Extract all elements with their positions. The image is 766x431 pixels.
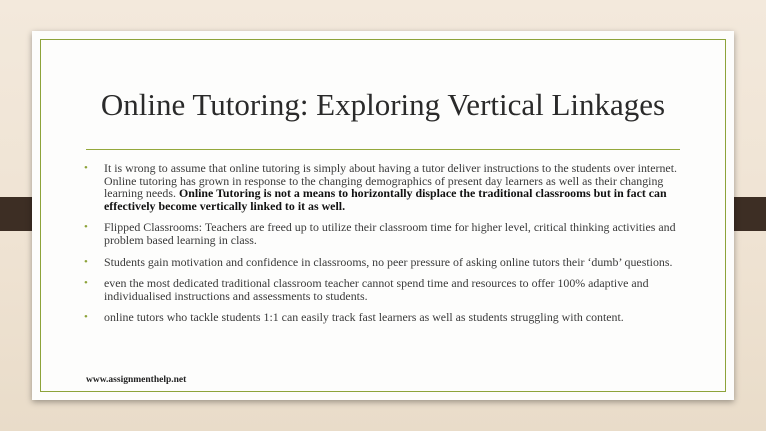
bullet-text: even the most dedicated traditional classroom teacher cannot spend time and resources to offer 100% adaptive and individualised instructions and assessments to students.: [104, 276, 649, 303]
title-divider: [86, 149, 680, 150]
bullet-text: It is wrong to assume that online tutoring is simply about having a tutor deliver instructions to the students over internet. Online tutoring has grown in response to the changing demographics of present day learners as well as their changing learning needs.: [104, 161, 677, 201]
bullet-text: Flipped Classrooms: Teachers are freed up to utilize their classroom time for higher level, critical thinking activities and problem based learning in class.: [104, 220, 676, 247]
bullet-item: [84, 162, 684, 212]
footer-url: www.assignmenthelp.net: [86, 375, 187, 385]
bullet-icon: •: [84, 221, 88, 234]
bullet-item: [84, 221, 684, 246]
bullet-icon: •: [84, 255, 88, 268]
bullet-item: [84, 256, 684, 269]
bullet-bold-text: Online Tutoring is not a means to horizontally displace the traditional classrooms but in fact can effectively become vertically linked to it as well.: [104, 186, 667, 213]
bullet-icon: •: [84, 277, 88, 290]
slide-title: Online Tutoring: Exploring Vertical Linkages: [100, 87, 666, 122]
bullet-item: [84, 311, 684, 324]
bullet-list: [84, 162, 684, 333]
slide-card: [32, 31, 734, 400]
bullet-text: Students gain motivation and confidence in classrooms, no peer pressure of asking online tutors their ‘dumb’ questions.: [104, 254, 673, 269]
bullet-text: online tutors who tackle students 1:1 can easily track fast learners as well as students struggling with content.: [104, 310, 624, 325]
bullet-item: [84, 277, 684, 302]
bullet-icon: •: [84, 311, 88, 324]
bullet-icon: •: [84, 162, 88, 174]
